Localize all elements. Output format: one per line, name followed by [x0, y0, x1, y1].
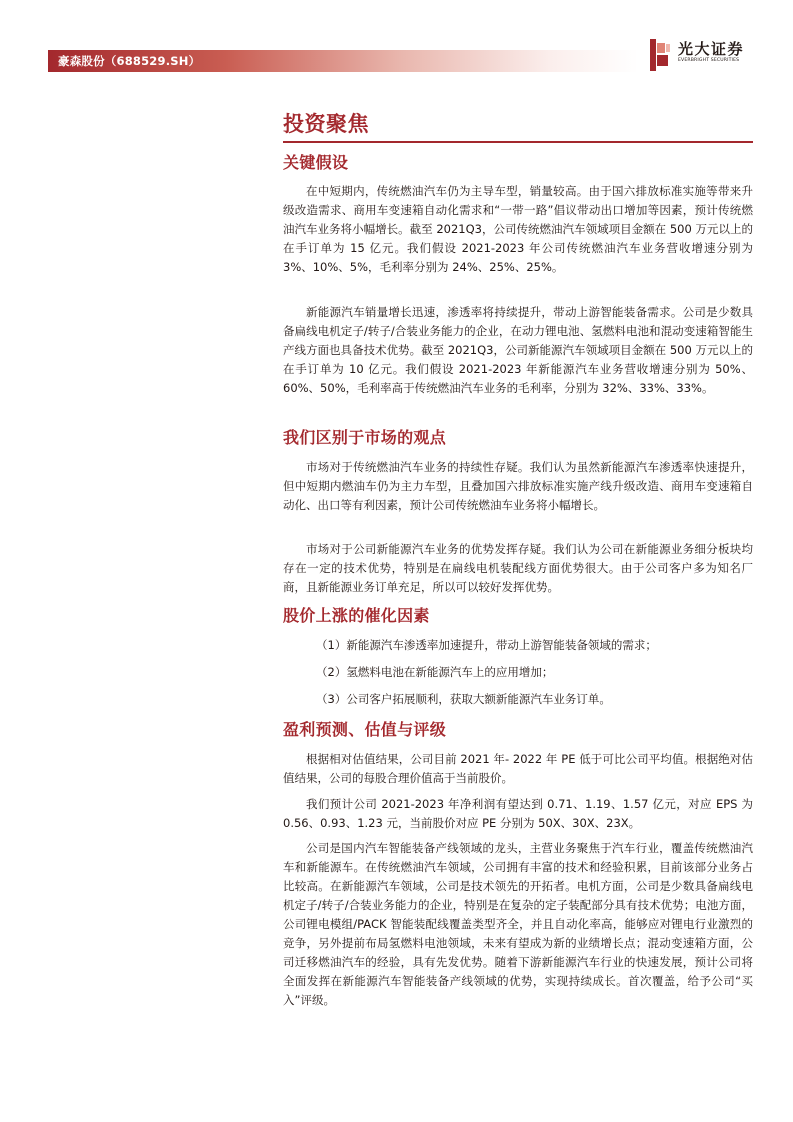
everbright-logo-icon [648, 39, 674, 71]
everbright-logo [648, 36, 753, 72]
section-heading-different-view: 我们区别于市场的观点 [283, 428, 447, 447]
different-view-paragraph-1: 市场对于传统燃油汽车业务的持续性存疑。我们认为虽然新能源汽车渗透率快速提升，但中短期内燃油车仍为主力车型，且叠加国六排放标准实施产线升级改造、商用车变速箱自动化、出口等有利因素，预计公司传统燃油车业务将小幅增长。 [283, 460, 753, 512]
section-heading-key-assumptions: 关键假设 [283, 153, 349, 172]
catalyst-item: （1）新能源汽车渗透率加速提升，带动上游智能装备领域的需求； [316, 638, 657, 652]
catalyst-item: （3）公司客户拓展顺利，获取大额新能源汽车业务订单。 [316, 692, 611, 706]
forecast-paragraph-3: 公司是国内汽车智能装备产线领域的龙头，主营业务聚焦于汽车行业，覆盖传统燃油汽车和新能源车。在传统燃油汽车领域，公司拥有丰富的技术和经验积累，目前该部分业务占比较高。在新能源汽车领域，公司是技术领先的开拓者。电机方面，公司是少数具备扁线电机定子/转子/合装业务能力的企业，特别是在复杂的定子装配部分具有技术优势；电池方面，公司锂电模组/PACK 智能装配线覆盖类型齐全，并且自动化率高，能够应对锂电行业激烈的竞争，另外提前布局氢燃料电池领域，未来有望成为新的业绩增长点；混动变速箱方面，公司迁移燃油汽车的经验，具有先发优势。随着下游新能源汽车行业的快速发展，预计公司将全面发挥在新能源汽车智能装备产线领域的优势，实现持续成长。首次覆盖，给予公司“买入”评级。 [283, 841, 753, 1007]
logo-name-en: EVERBRIGHT SECURITIES [678, 58, 740, 63]
section-heading-forecast: 盈利预测、估值与评级 [283, 720, 447, 739]
key-assumptions-paragraph-1: 在中短期内，传统燃油汽车仍为主导车型，销量较高。由于国六排放标准实施等带来升级改造需求、商用车变速箱自动化需求和“一带一路”倡议带动出口增加等因素，预计传统燃油汽车业务将小幅增长。截至 2021Q3，公司传统燃油汽车领域项目金额在 500 万元以上的在手订单为 15 亿元。我们假设 2021-2023 年公司传统燃油汽车业务营收增速分别为 3%、10%、5%，毛利率分别为 24%、25%、25%。 [283, 184, 753, 274]
header-company: 豪森股份（688529.SH） [58, 54, 201, 68]
forecast-paragraph-1: 根据相对估值结果，公司目前 2021 年- 2022 年 PE 低于可比公司平均值。根据绝对估值结果，公司的每股合理价值高于当前股价。 [283, 752, 753, 785]
catalyst-item: （2）氢燃料电池在新能源汽车上的应用增加； [316, 665, 554, 679]
key-assumptions-paragraph-2: 新能源汽车销量增长迅速，渗透率将持续提升，带动上游智能装备需求。公司是少数具备扁线电机定子/转子/合装业务能力的企业，在动力锂电池、氢燃料电池和混动变速箱智能生产线方面也具备技术优势。截至 2021Q3，公司新能源汽车领域项目金额在 500 万元以上的在手订单为 10 亿元。我们假设 2021-2023 年新能源汽车业务营收增速分别为 50%、60%、50%，毛利率高于传统燃油汽车业务的毛利率，分别为 32%、33%、33%。 [283, 305, 753, 395]
logo-name-cn: 光大证券 [678, 40, 745, 58]
title-divider [283, 141, 753, 143]
different-view-paragraph-2: 市场对于公司新能源汽车业务的优势发挥存疑。我们认为公司在新能源业务细分板块均存在一定的技术优势，特别是在扁线电机装配线方面优势很大。由于公司客户多为知名厂商，且新能源业务订单充足，所以可以较好发挥优势。 [283, 542, 753, 594]
forecast-paragraph-2: 我们预计公司 2021-2023 年净利润有望达到 0.71、1.19、1.57 亿元，对应 EPS 为 0.56、0.93、1.23 元，当前股价对应 PE 分别为 50X、30X、23X。 [283, 797, 753, 830]
section-heading-catalysts: 股价上涨的催化因素 [283, 606, 430, 625]
page-title: 投资聚焦 [283, 112, 369, 136]
